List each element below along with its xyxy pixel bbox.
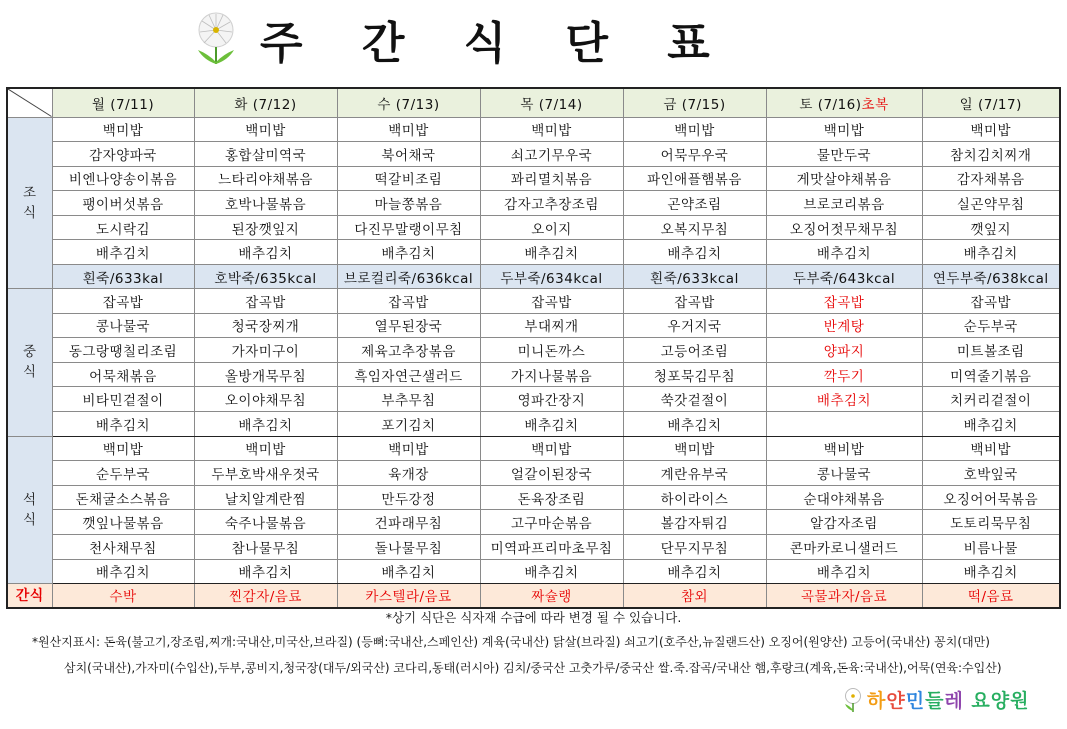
- dish-lunch-fri: 고등어조림: [623, 338, 766, 363]
- dish-lunch-mon: 잡곡밥: [52, 289, 194, 314]
- dish-breakfast-thu: 꽈리멸치볶음: [480, 166, 623, 191]
- day-header-mon: 월 (7/11): [52, 88, 194, 117]
- snack-wed: 카스텔라/음료: [337, 584, 480, 608]
- dish-breakfast-thu: 백미밥: [480, 117, 623, 142]
- dish-breakfast-fri: 백미밥: [623, 117, 766, 142]
- lunch-row: [7, 313, 1060, 338]
- dish-dinner-fri: 하이라이스: [623, 485, 766, 510]
- porridge-thu: 두부죽/634kcal: [480, 265, 623, 289]
- dish-breakfast-sat: 오징어젓무채무침: [766, 215, 922, 240]
- dinner-row: [7, 485, 1060, 510]
- porridge-sun: 연두부죽/638kcal: [922, 265, 1060, 289]
- lunch-row: [7, 338, 1060, 363]
- lunch-row: [7, 387, 1060, 412]
- dish-breakfast-fri: 배추김치: [623, 240, 766, 265]
- dish-dinner-tue: 참나물무침: [194, 535, 337, 560]
- dish-breakfast-fri: 어묵무우국: [623, 142, 766, 167]
- dish-lunch-mon: 어묵채볶음: [52, 362, 194, 387]
- dish-dinner-sun: 백비밥: [922, 436, 1060, 461]
- dish-lunch-wed: 잡곡밥: [337, 289, 480, 314]
- dish-breakfast-sun: 감자채볶음: [922, 166, 1060, 191]
- dinner-row: [7, 461, 1060, 486]
- dish-breakfast-sat: 백미밥: [766, 117, 922, 142]
- breakfast-row: [7, 117, 1060, 142]
- dish-lunch-sat: 배추김치: [766, 387, 922, 412]
- dish-lunch-fri: 쑥갓겉절이: [623, 387, 766, 412]
- breakfast-row: [7, 191, 1060, 216]
- dish-lunch-mon: 배추김치: [52, 412, 194, 437]
- porridge-wed: 브로컬리죽/636kcal: [337, 265, 480, 289]
- dish-dinner-sun: 비름나물: [922, 535, 1060, 560]
- logo-char: 레: [944, 690, 964, 712]
- dish-dinner-fri: 단무지무침: [623, 535, 766, 560]
- dish-dinner-tue: 두부호박새우젓국: [194, 461, 337, 486]
- dish-dinner-wed: 배추김치: [337, 559, 480, 584]
- dish-lunch-thu: 잡곡밥: [480, 289, 623, 314]
- day-header-fri: 금 (7/15): [623, 88, 766, 117]
- dish-lunch-sat: 잡곡밥: [766, 289, 922, 314]
- dish-dinner-thu: 고구마순볶음: [480, 510, 623, 535]
- dish-breakfast-mon: 비엔나양송이볶음: [52, 166, 194, 191]
- dish-dinner-mon: 순두부국: [52, 461, 194, 486]
- day-header-row: [7, 88, 1060, 117]
- dish-breakfast-sat: 물만두국: [766, 142, 922, 167]
- dish-dinner-thu: 백미밥: [480, 436, 623, 461]
- dish-dinner-tue: 배추김치: [194, 559, 337, 584]
- dish-lunch-fri: 청포묵김무침: [623, 362, 766, 387]
- snack-row: [7, 584, 1060, 608]
- lunch-row: [7, 289, 1060, 314]
- breakfast-row: [7, 240, 1060, 265]
- dish-breakfast-wed: 북어채국: [337, 142, 480, 167]
- snack-tue: 찐감자/음료: [194, 584, 337, 608]
- porridge-row: [7, 265, 1060, 289]
- dish-dinner-tue: 숙주나물볶음: [194, 510, 337, 535]
- corner-cell: [7, 88, 52, 117]
- dish-breakfast-tue: 백미밥: [194, 117, 337, 142]
- dish-dinner-sun: 도토리묵무침: [922, 510, 1060, 535]
- dish-lunch-sun: 미역줄기볶음: [922, 362, 1060, 387]
- dish-dinner-fri: 배추김치: [623, 559, 766, 584]
- dish-lunch-fri: 잡곡밥: [623, 289, 766, 314]
- porridge-tue: 호박죽/635kcal: [194, 265, 337, 289]
- day-header-thu: 목 (7/14): [480, 88, 623, 117]
- dandelion-logo-icon: [842, 687, 864, 713]
- page-title: 주 간 식 단 표: [260, 18, 732, 69]
- dish-lunch-thu: 가지나물볶음: [480, 362, 623, 387]
- dish-dinner-mon: 돈채굴소스볶음: [52, 485, 194, 510]
- dish-breakfast-sun: 배추김치: [922, 240, 1060, 265]
- breakfast-row: [7, 215, 1060, 240]
- dish-breakfast-tue: 배추김치: [194, 240, 337, 265]
- dish-dinner-sat: 순대야채볶음: [766, 485, 922, 510]
- dish-dinner-wed: 백미밥: [337, 436, 480, 461]
- dinner-row: [7, 436, 1060, 461]
- snack-thu: 짜슐랭: [480, 584, 623, 608]
- meal-label-dinner: [7, 436, 52, 584]
- meal-label-lunch: [7, 289, 52, 437]
- dish-lunch-wed: 열무된장국: [337, 313, 480, 338]
- dish-dinner-sat: 백비밥: [766, 436, 922, 461]
- dish-breakfast-tue: 느타리야채볶음: [194, 166, 337, 191]
- porridge-mon: 흰죽/633kal: [52, 265, 194, 289]
- dish-breakfast-wed: 다진무말랭이무침: [337, 215, 480, 240]
- dish-lunch-fri: 우거지국: [623, 313, 766, 338]
- dish-dinner-sun: 오징어어묵볶음: [922, 485, 1060, 510]
- dandelion-icon: [190, 10, 242, 68]
- dish-breakfast-thu: 배추김치: [480, 240, 623, 265]
- dish-dinner-tue: 날치알계란찜: [194, 485, 337, 510]
- notice-text: *상기 식단은 식자재 수급에 따라 변경 될 수 있습니다.: [385, 610, 682, 625]
- dish-breakfast-sun: 백미밥: [922, 117, 1060, 142]
- meal-label-text: 석 식: [22, 491, 37, 528]
- dish-breakfast-wed: 마늘쫑볶음: [337, 191, 480, 216]
- dish-dinner-mon: 깻잎나물볶음: [52, 510, 194, 535]
- dish-breakfast-mon: 백미밥: [52, 117, 194, 142]
- dish-lunch-mon: 콩나물국: [52, 313, 194, 338]
- dish-breakfast-wed: 배추김치: [337, 240, 480, 265]
- snack-sat: 곡물과자/음료: [766, 584, 922, 608]
- dish-lunch-sun: 치커리겉절이: [922, 387, 1060, 412]
- dinner-row: [7, 510, 1060, 535]
- dinner-row: [7, 559, 1060, 584]
- facility-logo: [842, 686, 1029, 713]
- dish-dinner-wed: 육개장: [337, 461, 480, 486]
- dish-dinner-fri: 계란유부국: [623, 461, 766, 486]
- dish-lunch-thu: 영파간장지: [480, 387, 623, 412]
- dish-breakfast-wed: 백미밥: [337, 117, 480, 142]
- dish-dinner-sun: 배추김치: [922, 559, 1060, 584]
- dish-breakfast-sun: 참치김치찌개: [922, 142, 1060, 167]
- snack-fri: 참외: [623, 584, 766, 608]
- title-area: [190, 8, 732, 70]
- dish-dinner-wed: 돌나물무침: [337, 535, 480, 560]
- dish-lunch-tue: 가자미구이: [194, 338, 337, 363]
- dish-breakfast-mon: 감자양파국: [52, 142, 194, 167]
- dish-breakfast-tue: 호박나물볶음: [194, 191, 337, 216]
- dish-breakfast-wed: 떡갈비조림: [337, 166, 480, 191]
- dish-lunch-tue: 잡곡밥: [194, 289, 337, 314]
- origin-info-line-2: 삼치(국내산),가자미(수입산),두부,콩비지,청국장(대두/외국산) 코다리,동태(러시아) 김치/중국산 고춧가루/중국산 쌀.죽.잡곡/국내산 햄,후랑크(계육,돈육:국내산),어묵(연육:수입산): [64, 661, 1002, 675]
- dish-dinner-sat: 콩나물국: [766, 461, 922, 486]
- dish-dinner-sat: 알감자조림: [766, 510, 922, 535]
- meal-label-text: 중 식: [22, 344, 37, 381]
- dish-lunch-sun: 미트볼조림: [922, 338, 1060, 363]
- meal-label-snack: 간식: [7, 584, 52, 608]
- dish-lunch-wed: 포기김치: [337, 412, 480, 437]
- logo-char: 하: [867, 690, 887, 712]
- dish-breakfast-fri: 파인애플햄볶음: [623, 166, 766, 191]
- dish-lunch-thu: 미니돈까스: [480, 338, 623, 363]
- dish-lunch-wed: 흑임자연근샐러드: [337, 362, 480, 387]
- dish-lunch-tue: 올방개묵무침: [194, 362, 337, 387]
- lunch-row: [7, 362, 1060, 387]
- dish-dinner-mon: 천사채무침: [52, 535, 194, 560]
- dish-breakfast-mon: 팽이버섯볶음: [52, 191, 194, 216]
- logo-char: 들: [925, 690, 945, 712]
- dish-lunch-sat: 양파지: [766, 338, 922, 363]
- day-highlight-chobok: 초복: [861, 96, 889, 113]
- dish-lunch-tue: 배추김치: [194, 412, 337, 437]
- dish-lunch-thu: 부대찌개: [480, 313, 623, 338]
- dish-breakfast-thu: 오이지: [480, 215, 623, 240]
- dish-breakfast-thu: 쇠고기무우국: [480, 142, 623, 167]
- dish-breakfast-fri: 곤약조림: [623, 191, 766, 216]
- dish-dinner-mon: 백미밥: [52, 436, 194, 461]
- dish-dinner-thu: 미역파프리마초무침: [480, 535, 623, 560]
- dish-lunch-wed: 부추무침: [337, 387, 480, 412]
- dish-breakfast-fri: 오복지무침: [623, 215, 766, 240]
- dish-dinner-thu: 돈육장조림: [480, 485, 623, 510]
- meal-label-breakfast: [7, 117, 52, 289]
- dish-lunch-sun: 배추김치: [922, 412, 1060, 437]
- dish-lunch-sun: 잡곡밥: [922, 289, 1060, 314]
- dish-lunch-wed: 제육고추장볶음: [337, 338, 480, 363]
- dish-breakfast-sun: 실곤약무침: [922, 191, 1060, 216]
- dish-dinner-thu: 배추김치: [480, 559, 623, 584]
- dish-dinner-thu: 얼갈이된장국: [480, 461, 623, 486]
- weekly-menu-table: [6, 87, 1061, 609]
- dish-lunch-mon: 동그랑땡칠리조림: [52, 338, 194, 363]
- day-header-wed: 수 (7/13): [337, 88, 480, 117]
- logo-char: 얀: [886, 690, 906, 712]
- dish-lunch-sat: 깍두기: [766, 362, 922, 387]
- dish-lunch-sat: 반계탕: [766, 313, 922, 338]
- dish-breakfast-mon: 배추김치: [52, 240, 194, 265]
- dish-dinner-wed: 건파래무침: [337, 510, 480, 535]
- dish-dinner-sat: 배추김치: [766, 559, 922, 584]
- snack-mon: 수박: [52, 584, 194, 608]
- dish-lunch-thu: 배추김치: [480, 412, 623, 437]
- dish-breakfast-sun: 깻잎지: [922, 215, 1060, 240]
- dish-dinner-mon: 배추김치: [52, 559, 194, 584]
- dish-breakfast-tue: 홍합살미역국: [194, 142, 337, 167]
- dish-dinner-wed: 만두강정: [337, 485, 480, 510]
- dish-lunch-sat: [766, 412, 922, 437]
- dish-breakfast-sat: 배추김치: [766, 240, 922, 265]
- breakfast-row: [7, 142, 1060, 167]
- dish-lunch-tue: 오이야채무침: [194, 387, 337, 412]
- dish-breakfast-tue: 된장깻잎지: [194, 215, 337, 240]
- dish-lunch-mon: 비타민겉절이: [52, 387, 194, 412]
- dish-dinner-fri: 볼감자튀김: [623, 510, 766, 535]
- dish-breakfast-thu: 감자고추장조림: [480, 191, 623, 216]
- dish-dinner-sun: 호박잎국: [922, 461, 1060, 486]
- dish-breakfast-sat: 게맛살야채볶음: [766, 166, 922, 191]
- dish-breakfast-mon: 도시락김: [52, 215, 194, 240]
- day-header-sun: 일 (7/17): [922, 88, 1060, 117]
- day-header-tue: 화 (7/12): [194, 88, 337, 117]
- dish-lunch-fri: 배추김치: [623, 412, 766, 437]
- snack-sun: 떡/음료: [922, 584, 1060, 608]
- dish-dinner-fri: 백미밥: [623, 436, 766, 461]
- meal-label-text: 조 식: [22, 184, 37, 221]
- dish-dinner-tue: 백미밥: [194, 436, 337, 461]
- logo-char: 민: [905, 690, 926, 712]
- logo-suffix: 요양원: [963, 690, 1030, 712]
- origin-info-line-1: *원산지표시: 돈육(불고기,장조림,찌개:국내산,미국산,브라질) (등뼈:국내산,스페인산) 계육(국내산) 닭살(브라질) 쇠고기(호주산,뉴질랜드산) 오징어(원양산) 고등어(국내산) 꽁치(대만): [32, 635, 990, 649]
- breakfast-row: [7, 166, 1060, 191]
- lunch-row: [7, 412, 1060, 437]
- porridge-sat: 두부죽/643kcal: [766, 265, 922, 289]
- dish-dinner-sat: 콘마카로니샐러드: [766, 535, 922, 560]
- dish-lunch-sun: 순두부국: [922, 313, 1060, 338]
- dish-breakfast-sat: 브로코리볶음: [766, 191, 922, 216]
- day-header-sat: 토 (7/16)초복: [766, 88, 922, 117]
- dinner-row: [7, 535, 1060, 560]
- dish-lunch-tue: 청국장찌개: [194, 313, 337, 338]
- porridge-fri: 흰죽/633kcal: [623, 265, 766, 289]
